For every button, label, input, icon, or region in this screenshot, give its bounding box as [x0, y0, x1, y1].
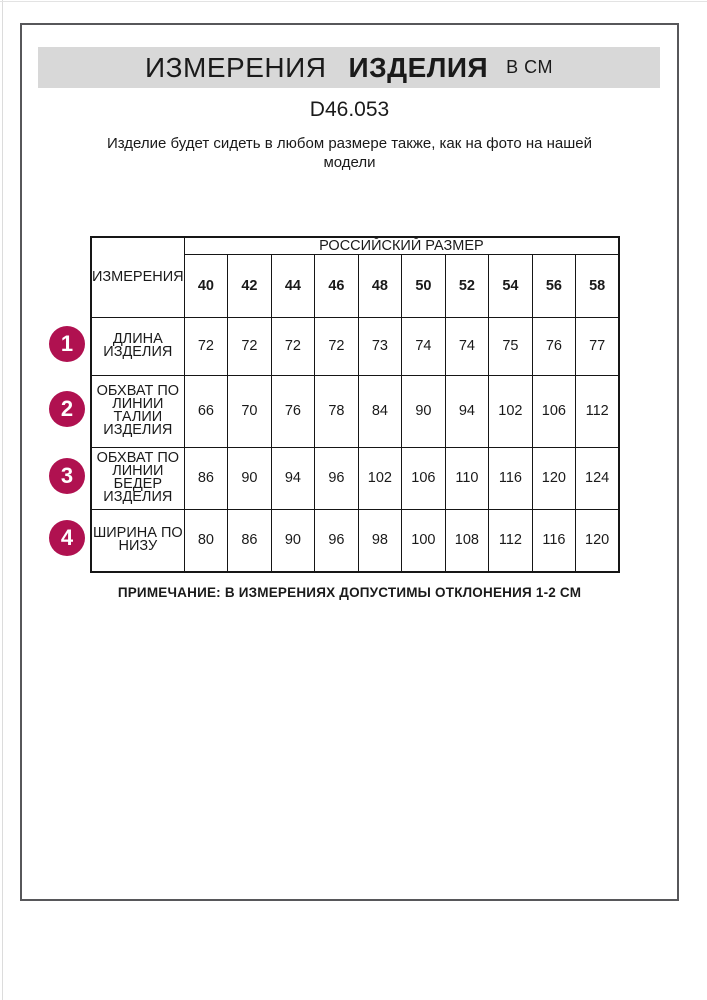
measurement-value-cell: 102	[489, 375, 533, 447]
size-group-header: РОССИЙСКИЙ РАЗМЕР	[184, 237, 619, 254]
measurement-value-cell: 80	[184, 509, 228, 572]
measurement-value-cell: 94	[271, 447, 315, 509]
measurement-value-cell: 106	[532, 375, 576, 447]
row-number-badge-3: 3	[49, 458, 85, 494]
measurement-value-cell: 100	[402, 509, 446, 572]
measurement-value-cell: 96	[315, 509, 359, 572]
measurement-value-cell: 86	[228, 509, 272, 572]
measurement-value-cell: 86	[184, 447, 228, 509]
measurement-value-cell: 96	[315, 447, 359, 509]
size-header-cell: 48	[358, 254, 402, 317]
table-row-waist	[91, 375, 619, 447]
measurement-value-cell: 90	[402, 375, 446, 447]
measurement-value-cell: 70	[228, 375, 272, 447]
size-header-cell: 44	[271, 254, 315, 317]
table-header-group-row	[91, 237, 619, 254]
corner-header: ИЗМЕРЕНИЯ	[91, 237, 184, 317]
measurement-value-cell: 66	[184, 375, 228, 447]
measurement-value-cell: 73	[358, 317, 402, 375]
table-row-length	[91, 317, 619, 375]
size-header-cell: 40	[184, 254, 228, 317]
size-table	[90, 236, 620, 573]
measurement-value-cell: 78	[315, 375, 359, 447]
measurement-value-cell: 72	[184, 317, 228, 375]
measurement-value-cell: 120	[532, 447, 576, 509]
measurement-label: ОБХВАТ ПО ЛИНИИ ТАЛИИ ИЗДЕЛИЯ	[91, 375, 184, 447]
size-header-cell: 42	[228, 254, 272, 317]
measurement-value-cell: 74	[402, 317, 446, 375]
measurement-value-cell: 74	[445, 317, 489, 375]
size-header-cell: 56	[532, 254, 576, 317]
measurement-value-cell: 76	[532, 317, 576, 375]
page-frame	[20, 23, 679, 901]
scan-edge-artifact-top	[0, 1, 707, 2]
model-code: D46.053	[309, 98, 390, 121]
table-row-bottom-width	[91, 509, 619, 572]
tolerance-note: ПРИМЕЧАНИЕ: В ИЗМЕРЕНИЯХ ДОПУСТИМЫ ОТКЛОНЕНИЯ 1-2 СМ	[117, 585, 582, 600]
size-header-cell: 50	[402, 254, 446, 317]
measurement-value-cell: 98	[358, 509, 402, 572]
measurement-value-cell: 90	[228, 447, 272, 509]
measurement-value-cell: 116	[489, 447, 533, 509]
title-bar	[38, 47, 660, 88]
measurement-value-cell: 72	[228, 317, 272, 375]
measurement-value-cell: 116	[532, 509, 576, 572]
size-header-cell: 52	[445, 254, 489, 317]
table-row-hips	[91, 447, 619, 509]
measurement-value-cell: 75	[489, 317, 533, 375]
measurement-value-cell: 76	[271, 375, 315, 447]
measurement-value-cell: 72	[315, 317, 359, 375]
size-header-cell: 54	[489, 254, 533, 317]
measurement-value-cell: 94	[445, 375, 489, 447]
measurement-label: ШИРИНА ПО НИЗУ	[91, 509, 184, 572]
page-title-regular: ИЗМЕРЕНИЯ	[145, 51, 327, 83]
measurement-value-cell: 120	[576, 509, 620, 572]
row-number-badge-1: 1	[49, 326, 85, 362]
row-number-badge-2: 2	[49, 391, 85, 427]
measurement-value-cell: 84	[358, 375, 402, 447]
size-header-cell: 58	[576, 254, 620, 317]
measurement-value-cell: 72	[271, 317, 315, 375]
measurement-value-cell: 102	[358, 447, 402, 509]
measurement-label: ОБХВАТ ПО ЛИНИИ БЕДЕР ИЗДЕЛИЯ	[91, 447, 184, 509]
scan-edge-artifact-left	[2, 0, 3, 1000]
measurement-value-cell: 90	[271, 509, 315, 572]
measurement-value-cell: 124	[576, 447, 620, 509]
measurement-value-cell: 108	[445, 509, 489, 572]
measurement-value-cell: 112	[576, 375, 620, 447]
measurement-label: ДЛИНА ИЗДЕЛИЯ	[91, 317, 184, 375]
row-number-badge-4: 4	[49, 520, 85, 556]
measurement-value-cell: 106	[402, 447, 446, 509]
size-header-cell: 46	[315, 254, 359, 317]
page-title-unit: В СМ	[506, 57, 553, 77]
page-title-bold: ИЗДЕЛИЯ	[348, 51, 489, 83]
measurement-value-cell: 112	[489, 509, 533, 572]
measurement-value-cell: 110	[445, 447, 489, 509]
fit-description: Изделие будет сидеть в любом размере также, как на фото на нашей модели	[106, 135, 593, 171]
measurement-value-cell: 77	[576, 317, 620, 375]
